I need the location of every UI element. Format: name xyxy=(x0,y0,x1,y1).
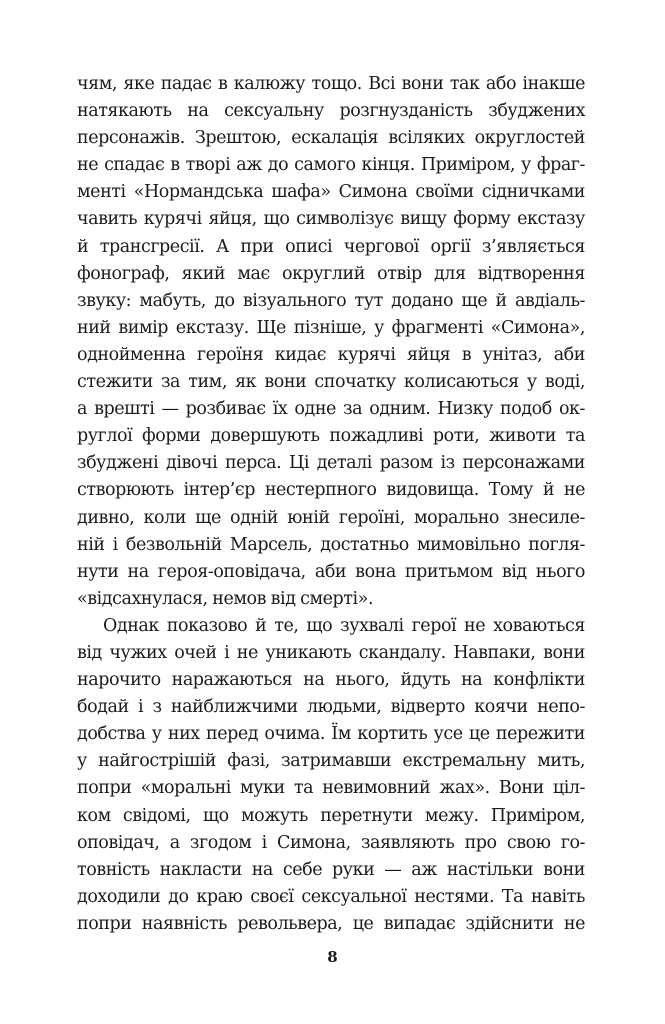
paragraph-2 xyxy=(77,613,585,938)
text-line: дивно, коли ще одній юній героїні, морально знесиле- xyxy=(77,507,585,528)
text-line: ній і безвольній Марсель, достатньо мимовільно погля- xyxy=(77,534,585,555)
text-line: «відсахнулася, немов від смерті». xyxy=(77,588,374,609)
text-line: від чужих очей і не уникають скандалу. Навпаки, вони xyxy=(77,642,585,663)
text-line: чям, яке падає в калюжу тощо. Всі вони так або інакше xyxy=(77,74,585,94)
text-line: натякають на сексуальну розгнузданість збуджених xyxy=(77,101,585,122)
text-line: однойменна героїня кидає курячі яйця в унітаз, аби xyxy=(77,344,585,365)
text-line: Однак показово й те, що зухвалі герої не ховаються xyxy=(103,615,585,636)
text-line: добства у них перед очима. Їм кортить усе це пережити xyxy=(77,724,585,745)
text-line: й трансгресії. А при описі чергової оргії з’являється xyxy=(77,236,585,257)
text-line: нути на героя-оповідача, аби вона притьмом від нього xyxy=(77,561,585,582)
text-line: попри наявність револьвера, це випадає здійснити не xyxy=(77,913,585,934)
text-line: бодай і з найближчими людьми, відверто коячи непо- xyxy=(77,697,585,718)
text-line: персонажів. Зрештою, ескалація всіляких округлостей xyxy=(77,128,585,149)
text-line: ком свідомі, що можуть перетнути межу. Приміром, xyxy=(77,805,585,826)
text-line: створюють інтер’єр нестерпного видовища. Тому й не xyxy=(77,480,585,501)
text-line: а врешті — розбиває їх одне за одним. Низку подоб ок- xyxy=(77,399,585,420)
text-line: ний вимір екстазу. Ще пізніше, у фрагменті «Симона», xyxy=(77,317,585,338)
body-text xyxy=(77,71,585,938)
text-line: доходили до краю своєї сексуальної нестями. Та навіть xyxy=(77,886,585,907)
text-line: попри «моральні муки та невимовний жах». Вони ціл- xyxy=(77,778,585,799)
text-line: не спадає в творі аж до самого кінця. Приміром, у фраг- xyxy=(77,155,585,176)
text-line: у найгострішій фазі, затримавши екстремальну мить, xyxy=(77,751,585,772)
paragraph-1 xyxy=(77,71,585,613)
text-line: фонограф, який має округлий отвір для відтворення xyxy=(77,263,585,284)
page-number: 8 xyxy=(327,948,338,966)
text-line: чавить курячі яйця, що символізує вищу форму екстазу xyxy=(77,209,585,230)
text-line: нарочито наражаються на нього, йдуть на конфлікти xyxy=(77,670,585,691)
text-line: товність накласти на себе руки — аж настільки вони xyxy=(77,859,585,880)
text-line: оповідач, а згодом і Симона, заявляють про свою го- xyxy=(77,832,585,853)
text-line: збуджені дівочі перса. Ці деталі разом із персонажами xyxy=(77,453,585,474)
text-line: руглої форми довершують пожадливі роти, животи та xyxy=(77,426,585,447)
text-line: менті «Нормандська шафа» Симона своїми сідничками xyxy=(77,182,585,203)
text-line: стежити за тим, як вони спочатку колисаються у воді, xyxy=(77,372,585,393)
text-line: звуку: мабуть, до візуального тут додано ще й авдіаль- xyxy=(77,290,585,311)
